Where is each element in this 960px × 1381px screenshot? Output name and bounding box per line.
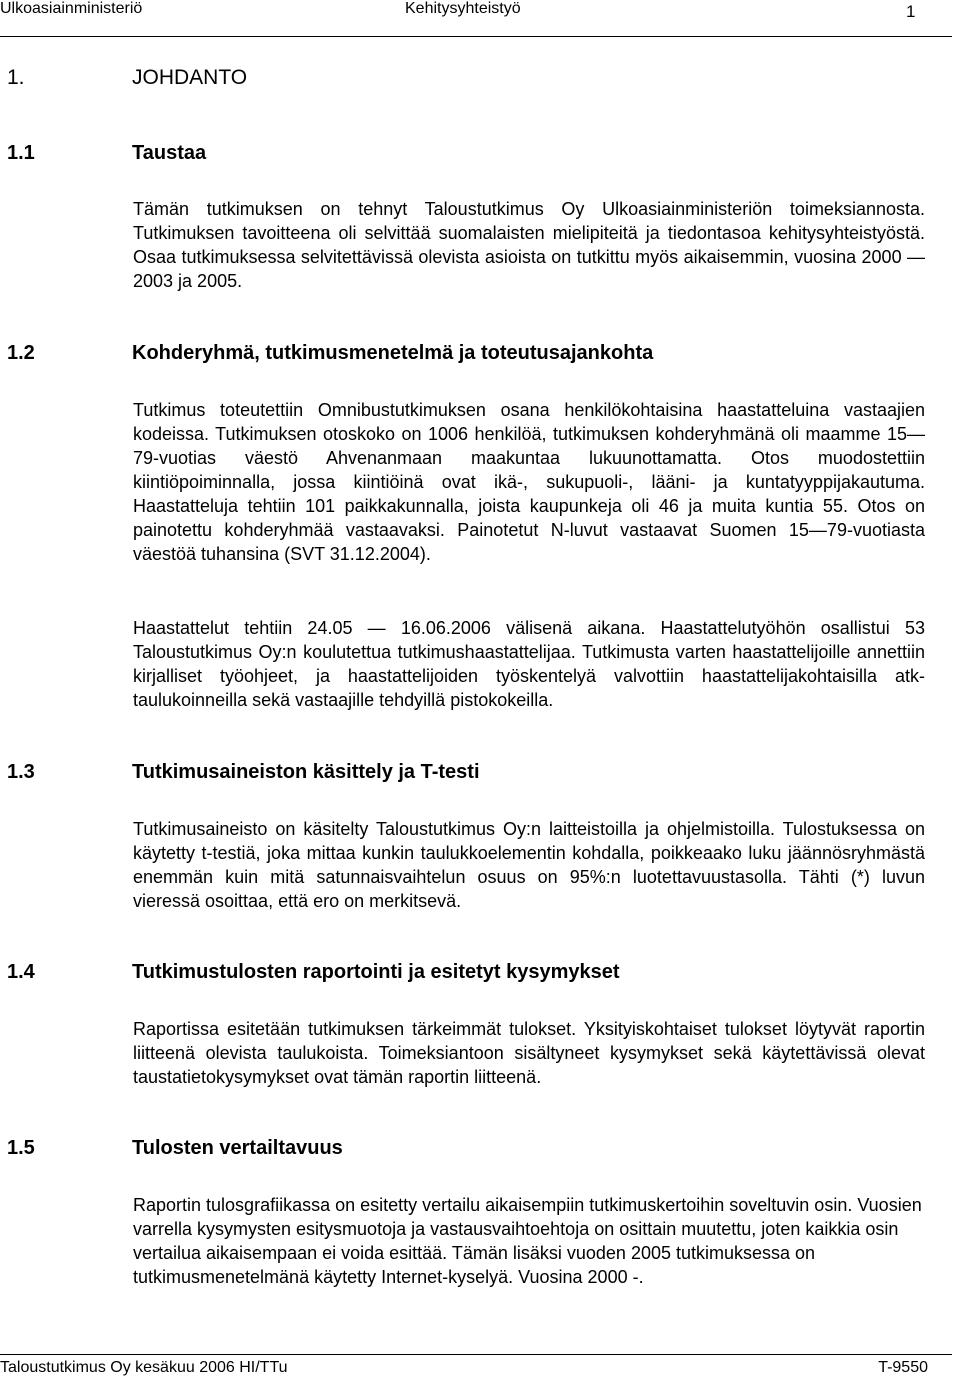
chapter-number: 1.: [7, 66, 25, 89]
header-ministry: Ulkoasiainministeriö: [0, 0, 143, 17]
header-department: Kehitysyhteistyö: [405, 0, 521, 17]
paragraph-vertailtavuus: Raportin tulosgrafiikassa on esitetty vertailu aikaisempiin tutkimuskertoihin soveltuvin osin. Vuosien varrella kysymysten esitysmuotoja ja vastausvaihtoehtoja on osittain muutettu, joten kaikkia osin vertailua aikaisempaan ei voida esittää. Tämän lisäksi vuoden 2005 tutkimuksessa on tutkimusmenetelmänä käytetty Internet-kyselyä. Vuosina 2000 -.: [133, 1195, 922, 1287]
section-number: 1.3: [7, 761, 35, 783]
footer-company: Taloustutkimus Oy kesäkuu 2006 HI/TTu: [0, 1359, 288, 1376]
paragraph-kohderyhma-2: Haastattelut tehtiin 24.05 — 16.06.2006 välisenä aikana. Haastattelutyöhön osallistui 53 Taloustutkimus Oy:n koulutettua tutkimushaastattelijaa. Tutkimusta varten haastattelijoille annettiin kirjalliset työohjeet, ja haastattelijoiden työskentelyä valvottiin haastattelijakohtaisilla atk-taulukoinneilla sekä vastaajille tehdyillä pistokokeilla.: [133, 618, 925, 710]
section-title: Tutkimusaineiston käsittely ja T-testi: [132, 761, 480, 783]
section-number: 1.4: [7, 961, 35, 983]
footer-report-code: T-9550: [878, 1359, 928, 1376]
chapter-heading: [7, 66, 247, 90]
header-page-number: 1: [906, 2, 916, 21]
section-title: Tulosten vertailtavuus: [132, 1137, 343, 1159]
section-title: Tutkimustulosten raportointi ja esitetyt kysymykset: [132, 961, 620, 983]
section-number: 1.5: [7, 1137, 35, 1159]
section-heading-1-4: [7, 961, 620, 984]
section-heading-1-5: [7, 1137, 343, 1160]
section-title: Taustaa: [132, 142, 207, 164]
paragraph-raportointi: Raportissa esitetään tutkimuksen tärkeimmät tulokset. Yksityiskohtaiset tulokset löytyvät raportin liitteenä olevista taulukoista. Toimeksiantoon sisältyneet kysymykset sekä käytettävissä olevat taustatietokysymykset ovat tämän raportin liitteenä.: [133, 1019, 925, 1087]
paragraph-taustaa: Tämän tutkimuksen on tehnyt Taloustutkimus Oy Ulkoasiainministeriön toimeksiannosta. Tutkimuksen tavoitteena oli selvittää suomalaisten mielipiteitä ja tiedontasoa kehitysyhteistyöstä. Osaa tutkimuksessa selvitettävissä olevista asioista on tutkittu myös aikaisemmin, vuosina 2000 — 2003 ja 2005.: [133, 199, 925, 291]
page-footer: [0, 1354, 952, 1381]
chapter-title: JOHDANTO: [132, 66, 248, 89]
section-heading-1-1: [7, 142, 206, 165]
section-heading-1-2: [7, 342, 653, 365]
section-heading-1-3: [7, 761, 480, 784]
paragraph-kohderyhma-1: Tutkimus toteutettiin Omnibustutkimuksen osana henkilökohtaisina haastatteluina vastaajien kodeissa. Tutkimuksen otoskoko on 1006 henkilöä, tutkimuksen kohderyhmänä oli maamme 15—79-vuotias väestö Ahvenanmaan maakuntaa lukuunottamatta. Otos muodostettiin kiintiöpoiminnalla, jossa kiintiöinä ovat ikä-, sukupuoli-, lääni- ja kuntatyyppijakautuma. Haastatteluja tehtiin 101 paikkakunnalla, joista kaupunkeja oli 46 ja muita kuntia 55. Otos on painotettu kohderyhmää vastaavaksi. Painotetut N-luvut vastaavat Suomen 15—79-vuotiasta väestöä tuhansina (SVT 31.12.2004).: [133, 400, 925, 564]
section-number: 1.2: [7, 342, 35, 364]
section-title: Kohderyhmä, tutkimusmenetelmä ja toteutusajankohta: [132, 342, 654, 364]
section-number: 1.1: [7, 142, 35, 164]
paragraph-t-testi: Tutkimusaineisto on käsitelty Taloustutkimus Oy:n laitteistoilla ja ohjelmistoilla. Tulostuksessa on käytetty t-testiä, joka mittaa kunkin taulukkoelementin kohdalla, poikkeaako luku jäännösryhmästä enemmän kuin mitä satunnaisvaihtelun osuus on 95%:n luotettavuustasolla. Tähti (*) luvun vieressä osoittaa, että ero on merkitsevä.: [133, 819, 925, 911]
page-header: [0, 0, 952, 37]
